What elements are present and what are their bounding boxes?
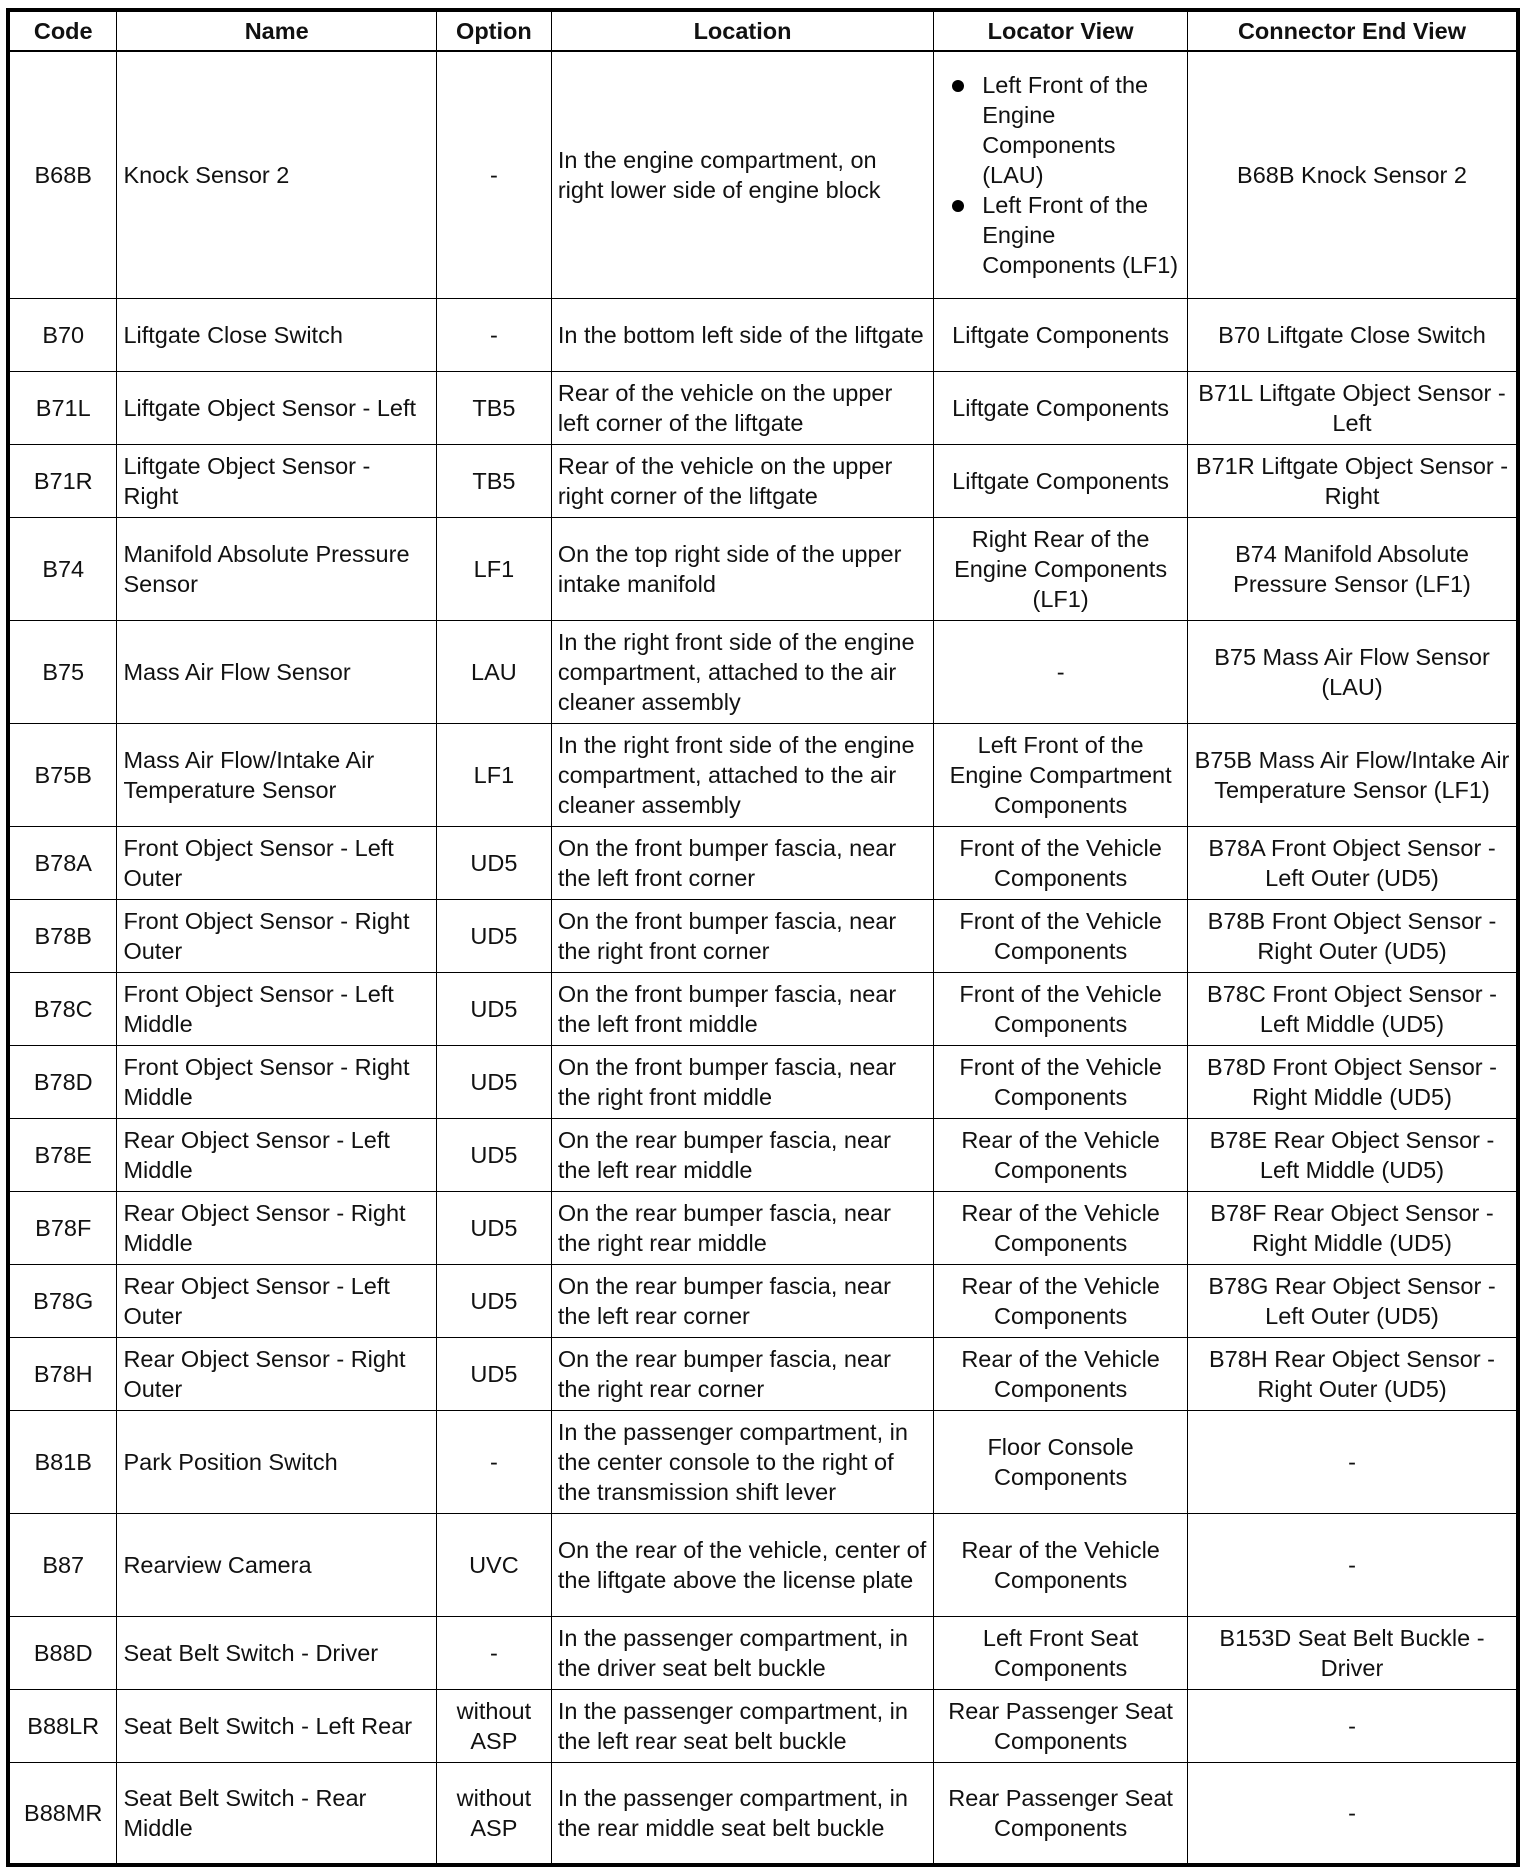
- cell-name: Seat Belt Switch - Rear Middle: [117, 1762, 436, 1865]
- cell-name: Rear Object Sensor - Right Outer: [117, 1337, 436, 1410]
- cell-connector-end-view: -: [1188, 1689, 1519, 1762]
- cell-option: UD5: [436, 826, 551, 899]
- table-row: [8, 826, 1518, 899]
- cell-locator-view: Front of the Vehicle Components: [934, 826, 1188, 899]
- cell-code: B70: [8, 298, 117, 371]
- header-location: Location: [551, 10, 933, 51]
- table-row: [8, 517, 1518, 620]
- locator-bullet-item: Left Front of the Engine Components (LF1): [948, 190, 1181, 280]
- cell-location: On the front bumper fascia, near the left front middle: [551, 972, 933, 1045]
- cell-option: LF1: [436, 723, 551, 826]
- cell-option: TB5: [436, 371, 551, 444]
- cell-location: On the front bumper fascia, near the right front middle: [551, 1045, 933, 1118]
- cell-name: Liftgate Close Switch: [117, 298, 436, 371]
- cell-name: Manifold Absolute Pressure Sensor: [117, 517, 436, 620]
- cell-option: -: [436, 51, 551, 298]
- cell-location: In the bottom left side of the liftgate: [551, 298, 933, 371]
- table-row: [8, 1762, 1518, 1865]
- cell-code: B78D: [8, 1045, 117, 1118]
- cell-connector-end-view: B153D Seat Belt Buckle - Driver: [1188, 1616, 1519, 1689]
- cell-connector-end-view: B75B Mass Air Flow/Intake Air Temperature Sensor (LF1): [1188, 723, 1519, 826]
- cell-name: Seat Belt Switch - Driver: [117, 1616, 436, 1689]
- cell-code: B78E: [8, 1118, 117, 1191]
- table-row: [8, 371, 1518, 444]
- cell-option: UD5: [436, 1337, 551, 1410]
- cell-code: B75B: [8, 723, 117, 826]
- table-row: [8, 444, 1518, 517]
- cell-option: -: [436, 1616, 551, 1689]
- cell-option: -: [436, 1410, 551, 1513]
- cell-locator-view: Right Rear of the Engine Components (LF1): [934, 517, 1188, 620]
- cell-locator-view: Rear of the Vehicle Components: [934, 1513, 1188, 1616]
- cell-locator-view: Rear of the Vehicle Components: [934, 1118, 1188, 1191]
- cell-location: On the rear bumper fascia, near the right rear middle: [551, 1191, 933, 1264]
- cell-option: -: [436, 298, 551, 371]
- cell-locator-view: Left Front Seat Components: [934, 1616, 1188, 1689]
- header-option: Option: [436, 10, 551, 51]
- table-row: [8, 1118, 1518, 1191]
- cell-locator-view: Front of the Vehicle Components: [934, 1045, 1188, 1118]
- table-row: [8, 620, 1518, 723]
- cell-code: B78F: [8, 1191, 117, 1264]
- cell-connector-end-view: B71R Liftgate Object Sensor - Right: [1188, 444, 1519, 517]
- locator-bullet-list: [940, 70, 1181, 280]
- cell-code: B78H: [8, 1337, 117, 1410]
- table-row: [8, 1264, 1518, 1337]
- cell-locator-view: Front of the Vehicle Components: [934, 972, 1188, 1045]
- cell-code: B71L: [8, 371, 117, 444]
- cell-code: B78G: [8, 1264, 117, 1337]
- cell-option: UD5: [436, 1264, 551, 1337]
- cell-name: Mass Air Flow/Intake Air Temperature Sensor: [117, 723, 436, 826]
- cell-option: UD5: [436, 1191, 551, 1264]
- table-row: [8, 1045, 1518, 1118]
- table-row: [8, 298, 1518, 371]
- header-name: Name: [117, 10, 436, 51]
- cell-name: Front Object Sensor - Left Middle: [117, 972, 436, 1045]
- cell-locator-view: Left Front of the Engine Compartment Components: [934, 723, 1188, 826]
- cell-location: In the right front side of the engine compartment, attached to the air cleaner assembly: [551, 620, 933, 723]
- cell-location: In the passenger compartment, in the center console to the right of the transmission shift lever: [551, 1410, 933, 1513]
- component-table-wrapper: [6, 8, 1520, 1867]
- header-locator-view: Locator View: [934, 10, 1188, 51]
- cell-connector-end-view: B78F Rear Object Sensor - Right Middle (UD5): [1188, 1191, 1519, 1264]
- cell-connector-end-view: B78A Front Object Sensor - Left Outer (UD5): [1188, 826, 1519, 899]
- cell-connector-end-view: B78E Rear Object Sensor - Left Middle (UD5): [1188, 1118, 1519, 1191]
- cell-name: Liftgate Object Sensor - Left: [117, 371, 436, 444]
- cell-name: Seat Belt Switch - Left Rear: [117, 1689, 436, 1762]
- table-row: [8, 972, 1518, 1045]
- table-row: [8, 51, 1518, 298]
- locator-bullet-item: Left Front of the Engine Components (LAU): [948, 70, 1181, 190]
- cell-connector-end-view: B70 Liftgate Close Switch: [1188, 298, 1519, 371]
- cell-option: without ASP: [436, 1762, 551, 1865]
- cell-location: Rear of the vehicle on the upper right corner of the liftgate: [551, 444, 933, 517]
- cell-connector-end-view: B78C Front Object Sensor - Left Middle (UD5): [1188, 972, 1519, 1045]
- cell-location: On the rear bumper fascia, near the left rear corner: [551, 1264, 933, 1337]
- cell-locator-view: [934, 51, 1188, 298]
- cell-connector-end-view: -: [1188, 1410, 1519, 1513]
- cell-connector-end-view: B71L Liftgate Object Sensor - Left: [1188, 371, 1519, 444]
- cell-name: Park Position Switch: [117, 1410, 436, 1513]
- table-row: [8, 1616, 1518, 1689]
- cell-location: In the passenger compartment, in the rear middle seat belt buckle: [551, 1762, 933, 1865]
- cell-name: Mass Air Flow Sensor: [117, 620, 436, 723]
- cell-locator-view: Rear of the Vehicle Components: [934, 1337, 1188, 1410]
- cell-locator-view: Rear of the Vehicle Components: [934, 1191, 1188, 1264]
- cell-location: On the rear bumper fascia, near the left rear middle: [551, 1118, 933, 1191]
- table-row: [8, 1513, 1518, 1616]
- cell-locator-view: Floor Console Components: [934, 1410, 1188, 1513]
- cell-code: B78B: [8, 899, 117, 972]
- cell-locator-view: Liftgate Components: [934, 444, 1188, 517]
- cell-locator-view: Rear Passenger Seat Components: [934, 1689, 1188, 1762]
- cell-connector-end-view: -: [1188, 1513, 1519, 1616]
- cell-location: On the top right side of the upper intake manifold: [551, 517, 933, 620]
- cell-option: UD5: [436, 972, 551, 1045]
- cell-connector-end-view: B78G Rear Object Sensor - Left Outer (UD5): [1188, 1264, 1519, 1337]
- cell-code: B88MR: [8, 1762, 117, 1865]
- cell-code: B75: [8, 620, 117, 723]
- cell-name: Liftgate Object Sensor - Right: [117, 444, 436, 517]
- cell-option: LAU: [436, 620, 551, 723]
- cell-name: Rear Object Sensor - Left Middle: [117, 1118, 436, 1191]
- table-row: [8, 899, 1518, 972]
- cell-code: B74: [8, 517, 117, 620]
- cell-code: B81B: [8, 1410, 117, 1513]
- cell-name: Rearview Camera: [117, 1513, 436, 1616]
- table-row: [8, 1689, 1518, 1762]
- cell-name: Rear Object Sensor - Left Outer: [117, 1264, 436, 1337]
- cell-code: B68B: [8, 51, 117, 298]
- cell-location: In the right front side of the engine compartment, attached to the air cleaner assembly: [551, 723, 933, 826]
- cell-option: UD5: [436, 1045, 551, 1118]
- table-row: [8, 723, 1518, 826]
- cell-locator-view: Rear Passenger Seat Components: [934, 1762, 1188, 1865]
- cell-option: UD5: [436, 1118, 551, 1191]
- cell-option: LF1: [436, 517, 551, 620]
- cell-connector-end-view: -: [1188, 1762, 1519, 1865]
- cell-code: B78C: [8, 972, 117, 1045]
- cell-location: On the rear bumper fascia, near the right rear corner: [551, 1337, 933, 1410]
- cell-location: In the passenger compartment, in the driver seat belt buckle: [551, 1616, 933, 1689]
- cell-option: UVC: [436, 1513, 551, 1616]
- cell-code: B88LR: [8, 1689, 117, 1762]
- cell-code: B71R: [8, 444, 117, 517]
- cell-code: B88D: [8, 1616, 117, 1689]
- header-code: Code: [8, 10, 117, 51]
- cell-location: In the engine compartment, on right lower side of engine block: [551, 51, 933, 298]
- cell-locator-view: Rear of the Vehicle Components: [934, 1264, 1188, 1337]
- cell-name: Front Object Sensor - Left Outer: [117, 826, 436, 899]
- table-header-row: [8, 10, 1518, 51]
- cell-name: Front Object Sensor - Right Middle: [117, 1045, 436, 1118]
- cell-locator-view: Front of the Vehicle Components: [934, 899, 1188, 972]
- table-row: [8, 1191, 1518, 1264]
- table-row: [8, 1337, 1518, 1410]
- cell-connector-end-view: B68B Knock Sensor 2: [1188, 51, 1519, 298]
- cell-location: On the front bumper fascia, near the right front corner: [551, 899, 933, 972]
- cell-name: Rear Object Sensor - Right Middle: [117, 1191, 436, 1264]
- cell-code: B87: [8, 1513, 117, 1616]
- cell-connector-end-view: B78D Front Object Sensor - Right Middle (UD5): [1188, 1045, 1519, 1118]
- cell-location: On the front bumper fascia, near the left front corner: [551, 826, 933, 899]
- cell-name: Knock Sensor 2: [117, 51, 436, 298]
- cell-location: In the passenger compartment, in the left rear seat belt buckle: [551, 1689, 933, 1762]
- cell-connector-end-view: B78B Front Object Sensor - Right Outer (UD5): [1188, 899, 1519, 972]
- table-row: [8, 1410, 1518, 1513]
- cell-locator-view: -: [934, 620, 1188, 723]
- cell-connector-end-view: B74 Manifold Absolute Pressure Sensor (LF1): [1188, 517, 1519, 620]
- cell-code: B78A: [8, 826, 117, 899]
- cell-connector-end-view: B78H Rear Object Sensor - Right Outer (UD5): [1188, 1337, 1519, 1410]
- cell-option: without ASP: [436, 1689, 551, 1762]
- cell-option: UD5: [436, 899, 551, 972]
- cell-locator-view: Liftgate Components: [934, 371, 1188, 444]
- cell-locator-view: Liftgate Components: [934, 298, 1188, 371]
- header-connector-end-view: Connector End View: [1188, 10, 1519, 51]
- cell-location: Rear of the vehicle on the upper left corner of the liftgate: [551, 371, 933, 444]
- cell-connector-end-view: B75 Mass Air Flow Sensor (LAU): [1188, 620, 1519, 723]
- cell-option: TB5: [436, 444, 551, 517]
- component-locator-table: [6, 8, 1520, 1867]
- cell-name: Front Object Sensor - Right Outer: [117, 899, 436, 972]
- cell-location: On the rear of the vehicle, center of the liftgate above the license plate: [551, 1513, 933, 1616]
